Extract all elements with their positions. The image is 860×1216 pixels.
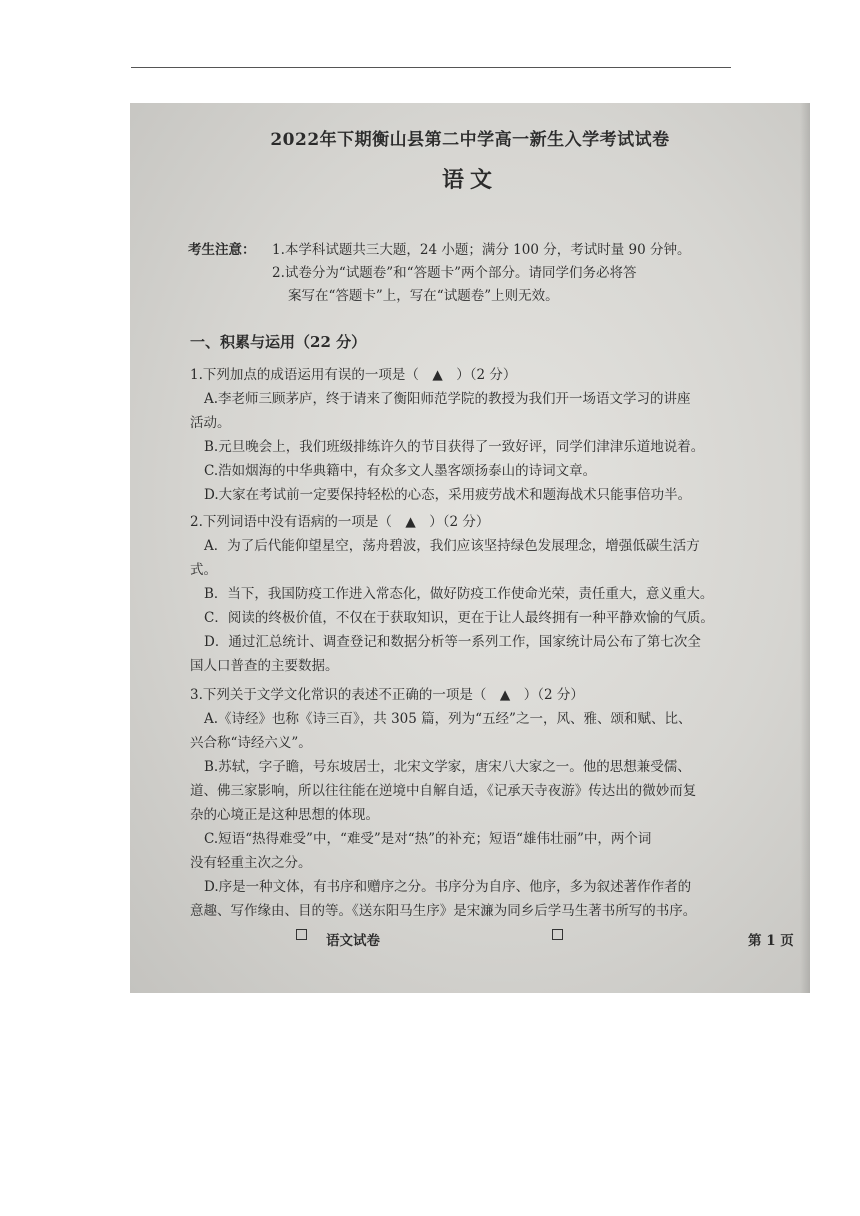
exam-paper-photo (130, 103, 810, 993)
question-stem: 3.下列关于文学文化常识的表述不正确的一项是（ ▲ ）（2 分） (190, 687, 584, 703)
option-b-cont: 杂的心境正是这种思想的体现。 (190, 807, 379, 823)
notice-line-3: 案写在“答题卡”上，写在“试题卷”上则无效。 (288, 288, 559, 304)
option-a-cont: 兴合称“诗经六义”。 (190, 735, 312, 751)
notice-label: 考生注意： (188, 242, 256, 258)
option-b: B.元旦晚会上，我们班级排练许久的节目获得了一致好评，同学们津津乐道地说着。 (204, 439, 705, 455)
notice-line-2: 2.试卷分为“试题卷”和“答题卡”两个部分。请同学们务必将答 (272, 265, 637, 281)
header-rule (131, 67, 731, 68)
option-d-cont: 意趣、写作缘由、目的等。《送东阳马生序》是宋濂为同乡后学马生著书所写的书序。 (190, 903, 697, 919)
subject-title: 语文 (441, 167, 498, 193)
option-d: D.序是一种文体，有书序和赠序之分。书序分为自序、他序，多为叙述著作作者的 (204, 879, 692, 895)
exam-notice (188, 239, 768, 308)
option-d-cont: 国人口普查的主要数据。 (190, 658, 339, 674)
option-b: B．当下，我国防疫工作进入常态化，做好防疫工作使命光荣，责任重大，意义重大。 (204, 586, 714, 602)
option-c: C．阅读的终极价值，不仅在于获取知识，更在于让人最终拥有一种平静欢愉的气质。 (204, 610, 714, 626)
question-stem: 2.下列词语中没有语病的一项是（ ▲ ）（2 分） (190, 514, 490, 530)
option-a-cont: 式。 (190, 562, 217, 578)
option-a: A.李老师三顾茅庐，终于请来了衡阳师范学院的教授为我们开一场语文学习的讲座 (204, 391, 691, 407)
option-d: D.大家在考试前一定要保持轻松的心态，采用疲劳战术和题海战术只能事倍功半。 (204, 487, 692, 503)
option-c-cont: 没有轻重主次之分。 (190, 855, 312, 871)
question-1 (190, 363, 802, 507)
question-3 (190, 683, 802, 923)
notice-line-1: 1.本学科试题共三大题，24 小题；满分 100 分，考试时量 90 分钟。 (272, 242, 691, 258)
option-d: D．通过汇总统计、调查登记和数据分析等一系列工作，国家统计局公布了第七次全 (204, 634, 701, 650)
exam-title: 2022年下期衡山县第二中学高一新生入学考试试卷 (270, 130, 670, 150)
footer-paper-name: 语文试卷 (326, 933, 380, 949)
section-heading: 一、积累与运用（22 分） (190, 333, 367, 351)
page-number: 第 1 页 (748, 933, 794, 949)
question-stem: 1.下列加点的成语运用有误的一项是（ ▲ ）（2 分） (190, 367, 517, 383)
option-c: C.浩如烟海的中华典籍中，有众多文人墨客颂扬泰山的诗词文章。 (204, 463, 597, 479)
option-a-cont: 活动。 (190, 415, 231, 431)
option-b-cont: 道、佛三家影响，所以往往能在逆境中自解自适，《记承天寺夜游》传达出的微妙而复 (190, 783, 697, 799)
option-b: B.苏轼，字子瞻，号东坡居士，北宋文学家，唐宋八大家之一。他的思想兼受儒、 (204, 759, 691, 775)
option-a: A.《诗经》也称《诗三百》，共 305 篇，列为“五经”之一，风、雅、颂和赋、比、 (204, 711, 692, 727)
option-a: A．为了后代能仰望星空，荡舟碧波，我们应该坚持绿色发展理念，增强低碳生活方 (204, 538, 700, 554)
question-2 (190, 510, 802, 678)
option-c: C.短语“热得难受”中，“难受”是对“热”的补充；短语“雄伟壮丽”中，两个词 (204, 831, 652, 847)
